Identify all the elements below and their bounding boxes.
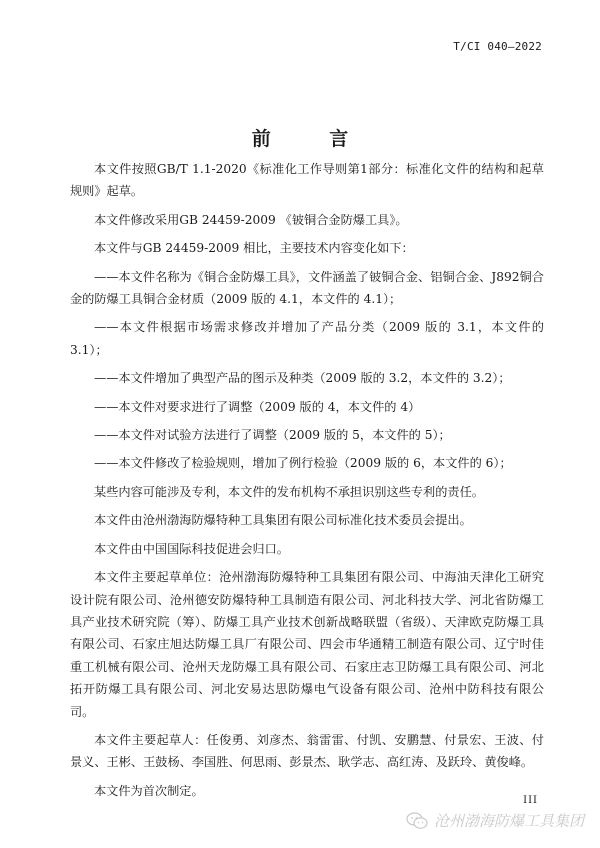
paragraph-drafters: 本文件主要起草人：任俊勇、刘彦杰、翁雷雷、付凯、安鹏慧、付景宏、王波、付景义、王彬、王鼓杨、李国胜、何思雨、彭景杰、耿学志、高红涛、及跃玲、黄俊峰。 (70, 732, 544, 770)
paragraph-proposer: 本文件由沧州渤海防爆特种工具集团有限公司标准化技术委员会提出。 (94, 513, 472, 528)
paragraph-centralized: 本文件由中国国际科技促进会归口。 (94, 541, 289, 556)
paragraph-patent-notice: 某些内容可能涉及专利，本文件的发布机构不承担识别这些专利的责任。 (94, 484, 484, 499)
page-number: III (523, 795, 538, 806)
page-title: 前 言 (251, 128, 375, 150)
change-item: ——本文件对试验方法进行了调整（2009 版的 5，本文件的 5）； (94, 428, 451, 443)
change-item: ——本文件名称为《铜合金防爆工具》，文件涵盖了铍铜合金、铝铜合金、J892铜合金的防爆工具铜合金材质（2009 版的 4.1，本文件的 4.1）； (70, 269, 544, 307)
change-item: ——本文件根据市场需求修改并增加了产品分类（2009 版的 3.1，本文件的 3.1）； (70, 320, 544, 357)
paragraph-first-edition: 本文件为首次制定。 (94, 783, 204, 798)
change-item: ——本文件对要求进行了调整（2009 版的 4，本文件的 4） (94, 399, 421, 414)
paragraph-changes-intro: 本文件与GB 24459-2009 相比，主要技术内容变化如下： (94, 241, 414, 256)
watermark-text: 沧州渤海防爆工具集团 (433, 812, 584, 830)
change-item: ——本文件增加了典型产品的图示及种类（2009 版的 3.2，本文件的 3.2）； (94, 371, 511, 386)
watermark (406, 810, 584, 831)
wechat-icon (406, 812, 428, 830)
standard-code: T/CI 040—2022 (453, 40, 542, 53)
change-item: ——本文件修改了检验规则，增加了例行检验（2009 版的 6，本文件的 6）； (94, 456, 512, 471)
paragraph-drafting-rules: 本文件按照GB/T 1.1-2020《标准化工作导则第1部分：标准化文件的结构和起草规则》起草。 (70, 162, 544, 199)
paragraph-drafting-units: 本文件主要起草单位：沧州渤海防爆特种工具集团有限公司、中海油天津化工研究设计院有限公司、沧州德安防爆特种工具制造有限公司、河北科技大学、河北省防爆工具产业技术研究院（筹）、防爆工具产业技术创新战略联盟（省级）、天津欧克防爆工具有限公司、石家庄旭达防爆工具厂有限公司、四会市华通精工制造有限公司、辽宁时佳重工机械有限公司、沧州天龙防爆工具有限公司、石家庄志卫防爆工具有限公司、河北拓开防爆工具有限公司、河北安易达思防爆电气设备有限公司、沧州中防科技有限公司。 (70, 570, 544, 719)
foreword-body (70, 158, 544, 802)
paragraph-adoption: 本文件修改采用GB 24459-2009 《铍铜合金防爆工具》。 (94, 212, 408, 227)
